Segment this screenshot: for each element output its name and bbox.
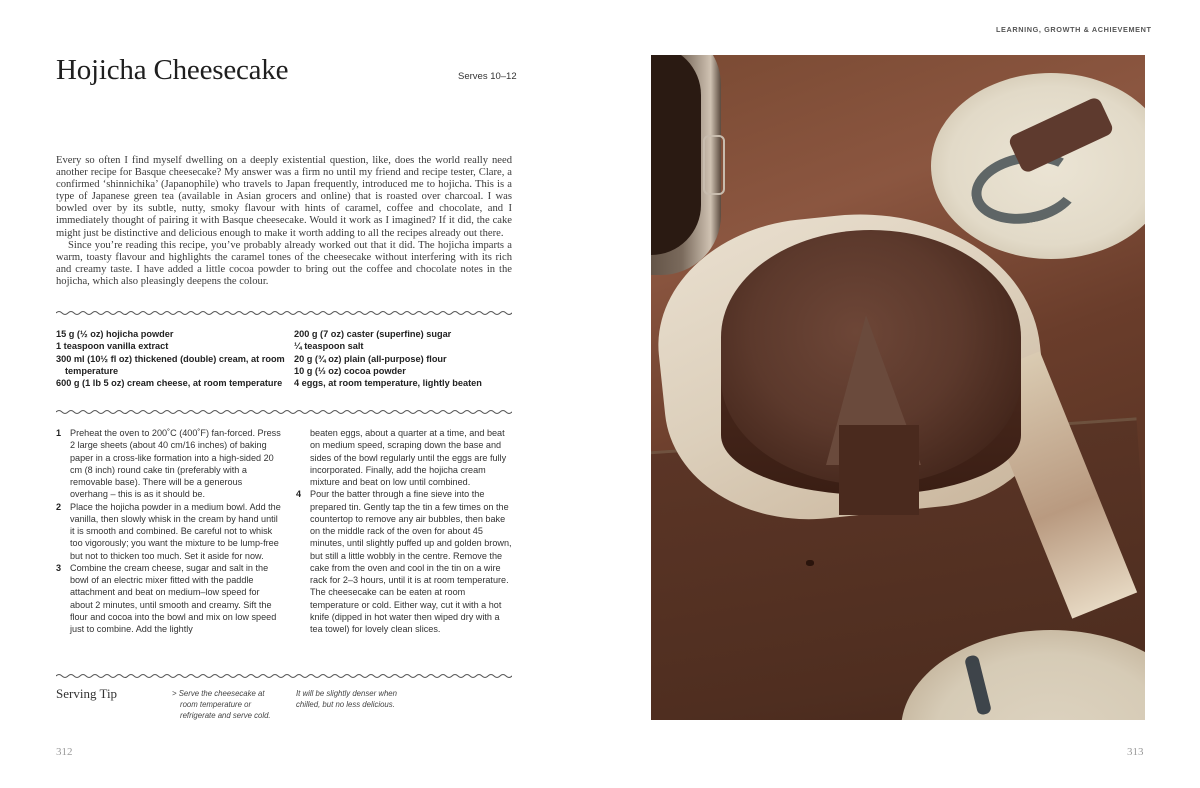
recipe-title: Hojicha Cheesecake — [56, 54, 289, 86]
cheesecake-photo — [651, 55, 1145, 720]
method-step — [56, 501, 282, 562]
running-head: LEARNING, GROWTH & ACHIEVEMENT — [996, 25, 1152, 34]
page-number-right: 313 — [1127, 746, 1144, 758]
step-number: 3 — [56, 562, 62, 573]
intro-paragraph: Since you’re reading this recipe, you’ve probably already worked out that it did. The hojicha imparts a warm, toasty flavour and highlights the caramel tones of the cheesecake without interfering with its rich and creamy taste. I have added a little cocoa powder to bring out the coffee and chocolate notes in the hojicha, which also pleasingly deepens the colour. — [56, 239, 512, 287]
ingredient-item: 4 eggs, at room temperature, lightly beaten — [294, 378, 482, 389]
tin-clasp — [703, 135, 725, 195]
recipe-intro — [56, 155, 512, 288]
method-step — [56, 427, 282, 501]
crumb — [806, 560, 814, 566]
ingredients-column-2 — [294, 328, 512, 389]
serving-tip-text: > Serve the cheesecake at room temperature or refrigerate and serve cold. — [172, 689, 271, 720]
step-number: 4 — [296, 489, 302, 500]
page-number-left: 312 — [56, 746, 73, 758]
method-steps — [56, 427, 512, 635]
ingredient-item: 300 ml (10½ fl oz) thickened (double) cream, at room temperature — [56, 353, 285, 376]
ingredients-column-1 — [56, 328, 294, 389]
step-text: beaten eggs, about a quarter at a time, and beat on medium speed, scraping down the base and sides of the bowl regularly until the eggs are fully incorporated. Finally, add the hojicha cream mixture and beat on low until combined. — [310, 428, 507, 487]
tin-interior — [651, 55, 701, 255]
wavy-divider — [56, 309, 512, 317]
ingredient-item: 200 g (7 oz) caster (superfine) sugar — [294, 329, 452, 339]
ingredient-item: 10 g (⅓ oz) cocoa powder — [294, 365, 406, 376]
ingredients-list — [56, 328, 512, 389]
ingredient-item: ¼ teaspoon salt — [294, 341, 364, 352]
ingredient-item: 15 g (½ oz) hojicha powder — [56, 329, 174, 339]
step-number: 2 — [56, 501, 62, 512]
wavy-divider — [56, 672, 512, 680]
serves-info: Serves 10–12 — [458, 71, 517, 82]
method-column-1 — [56, 427, 296, 635]
plate-glaze-stroke — [964, 654, 992, 716]
wavy-divider — [56, 408, 512, 416]
method-step — [296, 488, 512, 635]
serving-tip-note: It will be slightly denser when chilled, but no less delicious. — [296, 689, 397, 709]
step-text: Pour the batter through a fine sieve into the prepared tin. Gently tap the tin a few times on the countertop to remove any air bubbles, then bake on the middle rack of the oven for about 45 minutes, until slightly puffed up and golden brown, but still a little wobbly in the centre. Remove the cake from the oven and cool in the tin on a wire rack for 2–3 hours, until it is at room temperature. The cheesecake can be eaten at room temperature or cold. Either way, cut it with a hot knife (dipped in hot water then wiped dry with a tea towel) for lovely clean slices. — [310, 489, 512, 634]
method-step — [56, 562, 282, 636]
serving-tip-label: Serving Tip — [56, 686, 118, 701]
method-column-2 — [296, 427, 512, 635]
step-text: Preheat the oven to 200˚C (400˚F) fan-forced. Press 2 large sheets (about 40 cm/16 inches) of baking paper in a cross-like formation into a high-sided 20 cm (8 inch) round cake tin (preferably with a removable base). There will be a generous overhang – this is as it should be. — [70, 428, 281, 500]
step-number: 1 — [56, 428, 62, 438]
ingredient-item: 1 teaspoon vanilla extract — [56, 341, 169, 352]
method-step-continued — [296, 427, 512, 488]
step-text: Place the hojicha powder in a medium bowl. Add the vanilla, then slowly whisk in the cream by hand until it is smooth and combined. Be careful not to whisk too vigorously; you want the mixture to be lump-free but not to thicken too much. Set it aside for now. — [70, 501, 281, 561]
ingredient-item: 600 g (1 lb 5 oz) cream cheese, at room temperature — [56, 378, 283, 389]
intro-paragraph: Every so often I find myself dwelling on a deeply existential question, like, does the world really need another recipe for Basque cheesecake? My answer was a firm no until my friend and recipe tester, Clare, a confirmed ‘shinnichika’ (Japanophile) who travels to Japan frequently, introduced me to hojicha. This is a type of Japanese green tea (available in Asian grocers and online) that is roasted over charcoal. I was bowled over by its subtle, nutty, smoky flavour with hints of caramel, coffee and chocolate, and I immediately thought of pairing it with Basque cheesecake. Would it work as I imagined? If it did, the cake might just be distinctive and delicious enough to make it worth adding to all the recipes already out there. — [56, 155, 512, 239]
cut-face — [839, 425, 919, 515]
step-text: Combine the cream cheese, sugar and salt in the bowl of an electric mixer fitted with the paddle attachment and beat on medium–low speed for about 2 minutes, until smooth and creamy. Sift the flour and cocoa into the bowl and mix on low speed just to combine. Add the lightly — [70, 562, 277, 634]
ingredient-item: 20 g (¾ oz) plain (all-purpose) flour — [294, 353, 447, 364]
